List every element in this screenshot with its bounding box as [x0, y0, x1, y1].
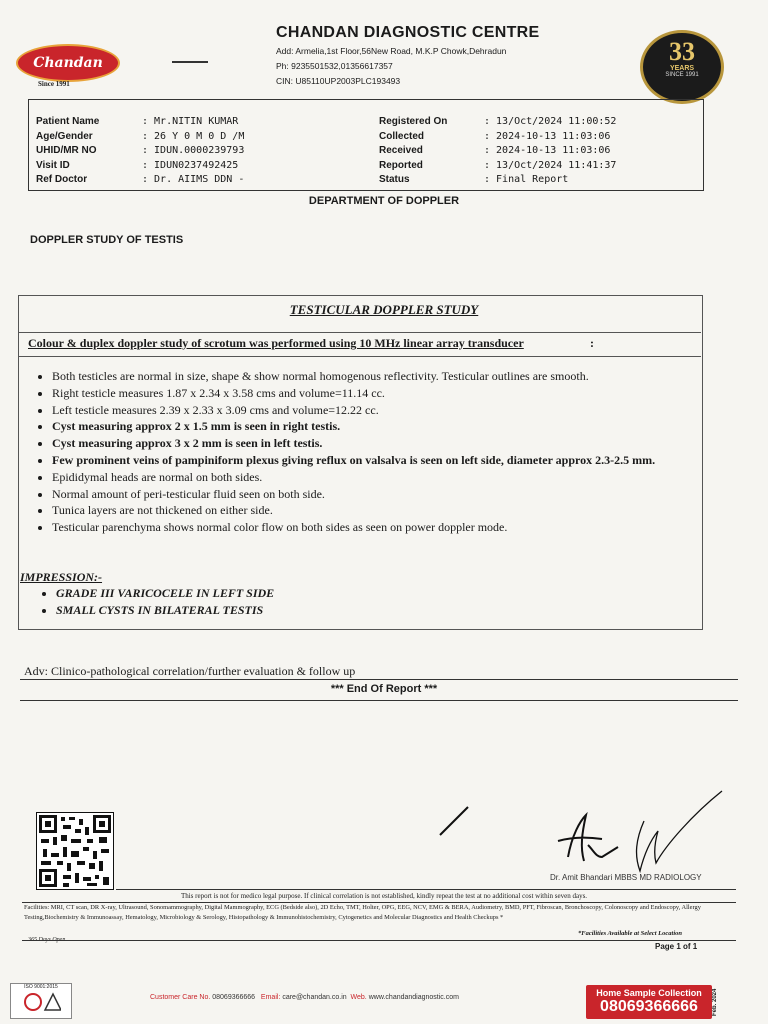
centre-address: Add: Armelia,1st Floor,56New Road, M.K.P Chowk,Dehradun [276, 46, 507, 56]
logo-oval [16, 44, 120, 82]
patient-field-value: : 2024-10-13 11:03:06 [484, 145, 611, 156]
patient-field-value: : 26 Y 0 M 0 D /M [142, 130, 245, 142]
home-collection-title: Home Sample Collection [596, 988, 702, 998]
footer-rule-top [116, 889, 736, 890]
patient-field-value: : Final Report [484, 174, 569, 185]
web-label: Web. [350, 994, 367, 1001]
facilities-list: Facilities: MRI, CT scan, DR X-ray, Ultrasound, Sonomammography, Digital Mammography, ECG (Bedside also), 2D Echo, TMT, Holter, OPG, EEG, NCV, EMG & BERA, Audiometry, BMD, PFT, Fibroscan, Bronchoscopy, Colonoscopy and Endoscopy, Allergy Testing,Biochemistry & Immunoassay, Hematology, Microbiology & Serology, Histopathology & Immunohistochemistry, Cytogenetics and Molecular Diagnostics and Health Checkups * [24, 904, 701, 921]
patient-field-label: Age/Gender [36, 130, 93, 142]
signatures [430, 785, 750, 885]
qr-code [36, 812, 114, 890]
impression-item: • GRADE III VARICOCELE IN LEFT SIDE [56, 585, 274, 602]
print-date: Feb. 2024 [712, 988, 718, 1016]
chandan-logo [10, 42, 118, 94]
badge-number: 33 [669, 37, 695, 66]
patient-field-value: : IDUN0237492425 [142, 159, 239, 171]
footer-rule-bottom [22, 940, 736, 941]
finding-item: • Cyst measuring approx 3 x 2 mm is seen in left testis. [52, 435, 707, 452]
finding-item: • Both testicles are normal in size, shape & show normal homogenous reflectivity. Testicular outlines are smooth. [52, 368, 707, 385]
header-dash [172, 61, 208, 63]
finding-item: • Left testicle measures 2.39 x 2.33 x 3.09 cms and volume=12.22 cc. [52, 402, 707, 419]
patient-field-label: Received [379, 145, 423, 156]
centre-cin: CIN: U85110UP2003PLC193493 [276, 76, 401, 86]
report-title: TESTICULAR DOPPLER STUDY [289, 302, 479, 317]
home-collection-number: 08069366666 [600, 998, 698, 1015]
end-of-report: *** End Of Report *** [330, 683, 438, 695]
iso-text: ISO 9001:2015 [24, 984, 58, 990]
contact-line [150, 994, 459, 1001]
logo-text: Chandan [33, 55, 103, 71]
patient-field-label: Reported [379, 159, 423, 171]
report-subtitle: Colour & duplex doppler study of scrotum was performed using 10 MHz linear array transducer [28, 336, 524, 350]
advice-rule [20, 679, 738, 680]
iso-emblem-icon [21, 990, 61, 1012]
patient-field-label: Patient Name [36, 116, 100, 127]
badge-years: YEARS [669, 65, 695, 72]
finding-item: • Epididymal heads are normal on both sides. [52, 469, 707, 486]
finding-item: • Cyst measuring approx 2 x 1.5 mm is seen in right testis. [52, 418, 707, 435]
patient-field-value: : Mr.NITIN KUMAR [142, 116, 239, 127]
iso-certification-logo [10, 983, 72, 1019]
advice-text: Adv: Clinico-pathological correlation/further evaluation & follow up [24, 664, 356, 678]
patient-field-value: : 2024-10-13 11:03:06 [484, 130, 611, 142]
patient-field-label: Visit ID [36, 159, 70, 171]
web-link[interactable]: www.chandandiagnostic.com [368, 994, 459, 1001]
anniversary-badge [640, 30, 724, 104]
centre-phone: Ph: 9235501532,01356617357 [276, 61, 393, 71]
email-label: Email: [260, 994, 281, 1001]
signatory-name: Dr. Amit Bhandari MBBS MD RADIOLOGY [550, 873, 702, 882]
legal-note: This report is not for medico legal purpose. If clinical correlation is not established, kindly repeat the test at no additional cost within seven days. [180, 892, 588, 900]
email-link[interactable]: care@chandan.co.in [282, 994, 347, 1001]
department-title: DEPARTMENT OF DOPPLER [308, 195, 460, 207]
patient-field-label: Registered On [379, 116, 448, 127]
patient-field-value: : IDUN.0000239793 [142, 145, 245, 156]
impression-title: IMPRESSION:- [20, 570, 103, 584]
impression-item: • SMALL CYSTS IN BILATERAL TESTIS [56, 602, 274, 619]
badge-since: SINCE 1991 [665, 72, 699, 78]
finding-item: • Right testicle measures 1.87 x 2.34 x 3.58 cms and volume=11.14 cc. [52, 385, 707, 402]
finding-item: • Normal amount of peri-testicular fluid seen on both side. [52, 486, 707, 503]
patient-field-label: Ref Doctor [36, 174, 88, 185]
report-subtitle-colon: : [590, 336, 594, 350]
patient-field-label: Collected [379, 130, 425, 142]
patient-field-value: : Dr. AIIMS DDN - [142, 174, 245, 185]
customer-care-label: Customer Care No. [150, 994, 211, 1001]
home-collection-banner [586, 985, 712, 1019]
patient-field-label: UHID/MR NO [36, 145, 97, 156]
finding-item: • Testicular parenchyma shows normal color flow on both sides as seen on power doppler mode. [52, 519, 707, 536]
findings-list [30, 368, 707, 536]
page-number: Page 1 of 1 [655, 942, 698, 951]
finding-item: • Few prominent veins of pampiniform plexus giving reflux on valsalva is seen on left side, diameter approx 2.3-2.5 mm. [52, 452, 707, 469]
centre-name: CHANDAN DIAGNOSTIC CENTRE [276, 24, 540, 41]
qr-code-graphic [37, 813, 113, 889]
customer-care-number: 08069366666 [212, 994, 256, 1001]
patient-field-label: Status [379, 174, 410, 185]
patient-field-value: : 13/Oct/2024 11:41:37 [484, 159, 617, 171]
end-rule [20, 700, 738, 701]
report-divider [18, 356, 701, 357]
finding-item: • Tunica layers are not thickened on either side. [52, 502, 707, 519]
study-title: DOPPLER STUDY OF TESTIS [30, 234, 184, 246]
impression-list [36, 585, 274, 619]
patient-field-value: : 13/Oct/2024 11:00:52 [484, 116, 617, 127]
available-note: *Facilities Available at Select Location [578, 930, 682, 937]
logo-since: Since 1991 [38, 80, 70, 88]
